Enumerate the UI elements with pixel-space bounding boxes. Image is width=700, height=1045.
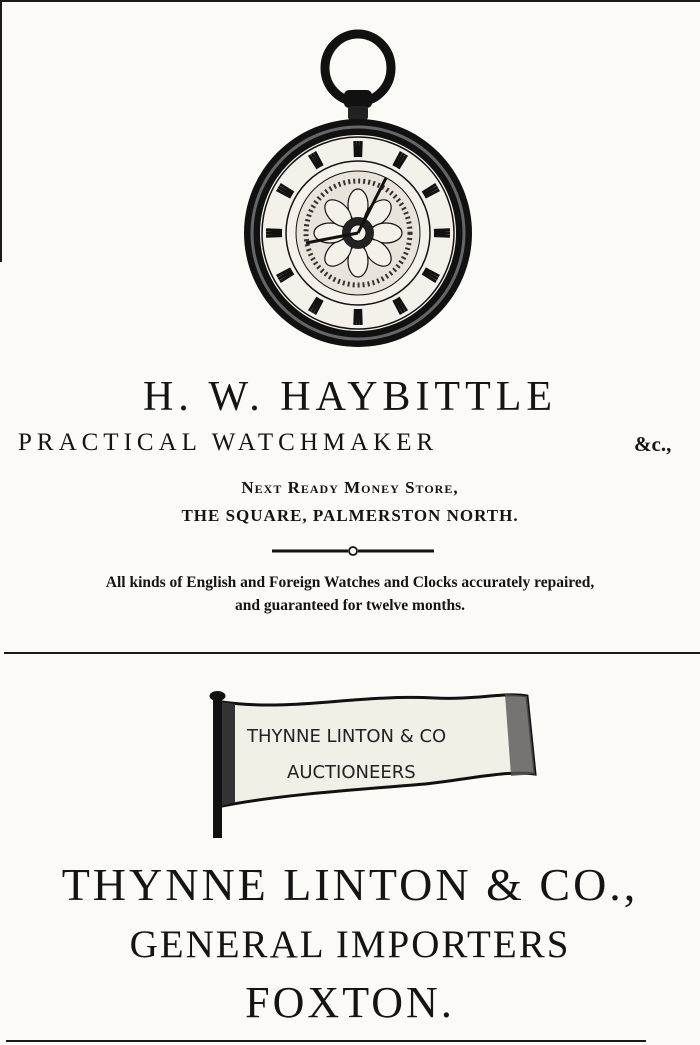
advertiser-name: H. W. HAYBITTLE	[142, 374, 558, 420]
ornamental-divider	[270, 545, 436, 557]
trade-suffix: &c.,	[634, 432, 672, 456]
repairs-text-line-1: All kinds of English and Foreign Watches and Clocks accurately repaired,	[105, 574, 595, 591]
bottom-rule	[6, 1040, 646, 1042]
company-name: THYNNE LINTON & CO.,	[61, 859, 639, 910]
company-trade: GENERAL IMPORTERS	[129, 923, 571, 966]
location-line-2: THE SQUARE, PALMERSTON NORTH.	[181, 506, 519, 525]
left-border	[0, 0, 2, 262]
top-border	[0, 0, 700, 2]
company-location: FOXTON.	[245, 978, 455, 1027]
flag-line-2: AUCTIONEERS	[287, 762, 416, 783]
trade-line: PRACTICAL WATCHMAKER	[18, 429, 439, 456]
pocket-watch-icon	[238, 28, 478, 358]
location-line-1: Next Ready Money Store,	[241, 478, 459, 497]
auctioneers-flag-icon	[205, 690, 545, 842]
repairs-text-line-2: and guaranteed for twelve months.	[234, 597, 466, 614]
flag-line-1: THYNNE LINTON & CO	[247, 726, 447, 747]
advert-separator	[4, 652, 700, 654]
